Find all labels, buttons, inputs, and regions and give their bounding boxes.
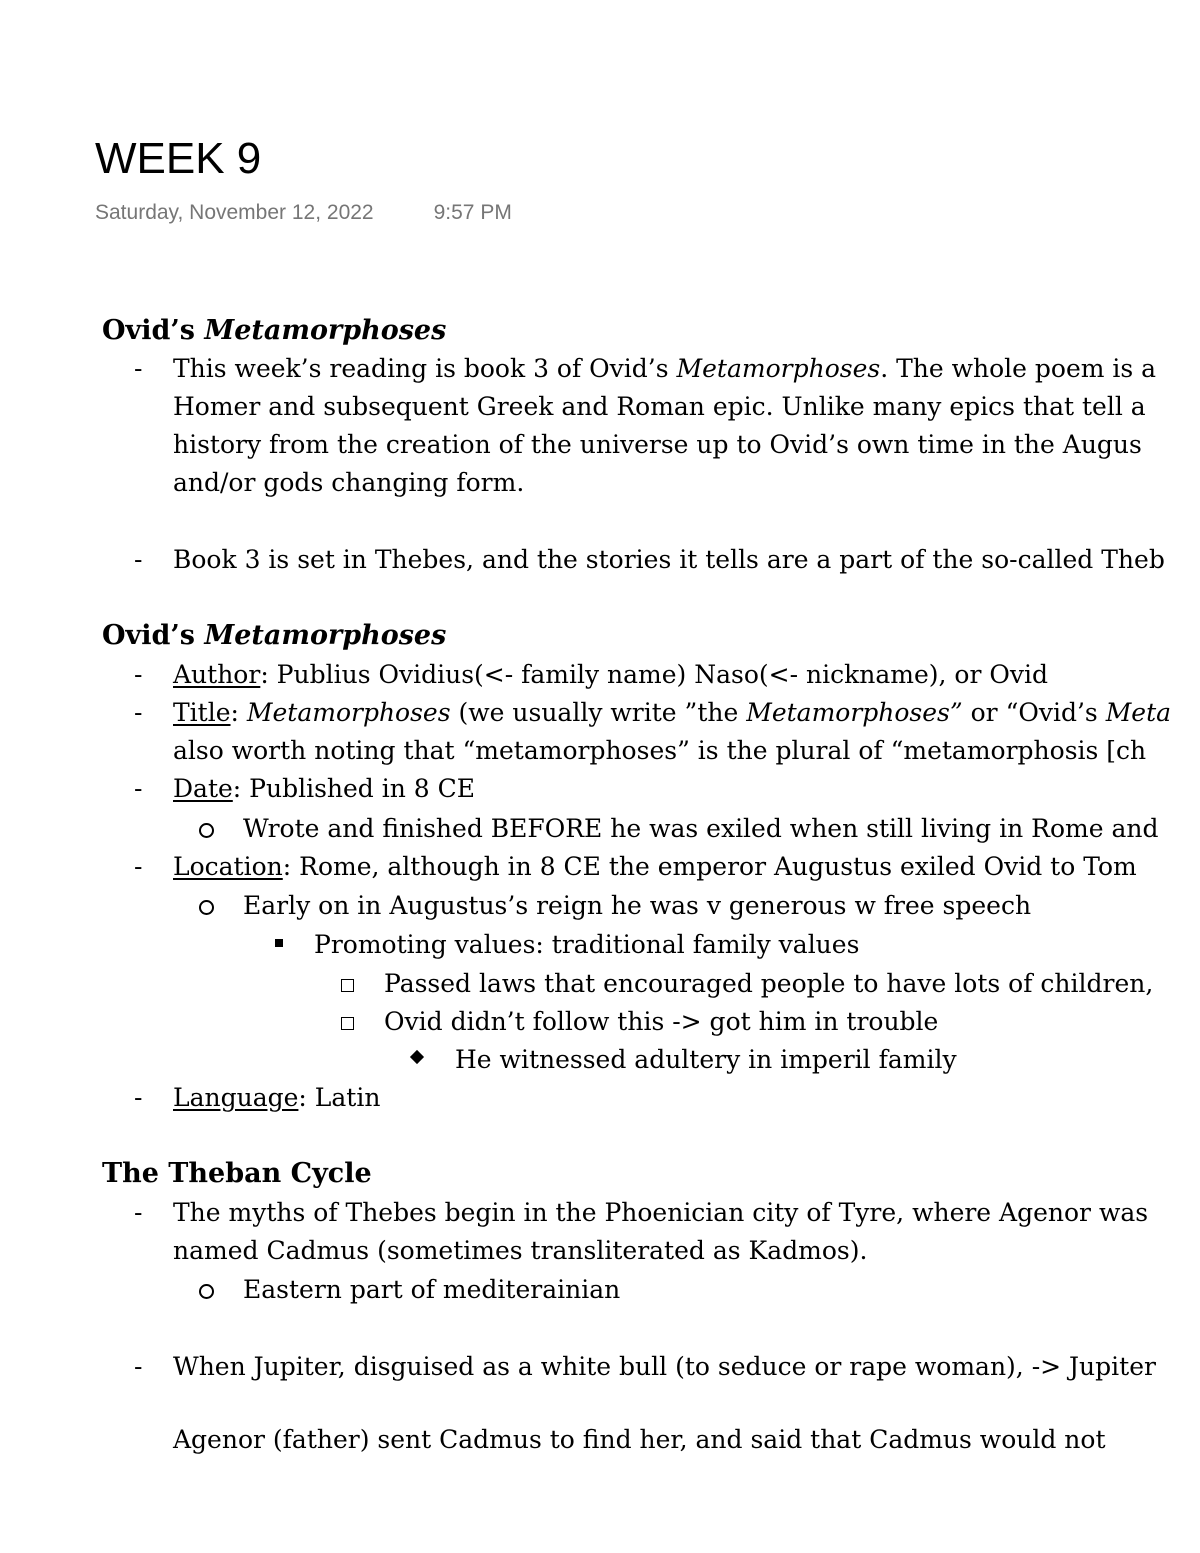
author-line (173, 659, 1048, 691)
dash-bullet: - (134, 1352, 143, 1381)
field-label: Date (173, 774, 233, 803)
diamond-bullet-icon (410, 1050, 424, 1064)
title-line (173, 697, 1171, 729)
field-label: Author (173, 660, 261, 689)
italic-run: Metamorphoses (246, 698, 451, 727)
section-heading-metamorphoses-1 (102, 315, 446, 347)
paragraph-line: also worth noting that “metamorphoses” is the plural of “metamorphosis [ch (173, 736, 1147, 765)
heading-italic-text: Metamorphoses (204, 620, 447, 651)
dash-bullet: - (134, 660, 143, 689)
text-run: . The whole poem is a (880, 354, 1157, 383)
paragraph-line: history from the creation of the universe up to Ovid’s own time in the Augus (173, 430, 1142, 459)
paragraph-line: Homer and subsequent Greek and Roman epic. Unlike many epics that tell a (173, 392, 1146, 421)
open-square-bullet-icon (341, 979, 354, 992)
heading-text: Ovid’s (102, 315, 205, 346)
paragraph-line: The myths of Thebes begin in the Phoenician city of Tyre, where Agenor was (173, 1198, 1149, 1227)
paragraph-line: Book 3 is set in Thebes, and the stories it tells are a part of the so-called Theb (173, 545, 1165, 574)
text-run: : Publius Ovidius(<- family name) Naso(<- nickname), or Ovid (260, 660, 1048, 689)
circle-bullet-icon (199, 1284, 214, 1299)
heading-italic-text: Metamorphoses (204, 315, 447, 346)
dash-bullet: - (134, 545, 143, 574)
paragraph-line: and/or gods changing form. (173, 468, 525, 497)
text-run: or “Ovid’s (962, 698, 1106, 727)
text-run: : Published in 8 CE (232, 774, 476, 803)
field-label: Title (173, 698, 231, 727)
text-run: : (230, 698, 247, 727)
paragraph-line: named Cadmus (sometimes transliterated as Kadmos). (173, 1236, 868, 1265)
paragraph-line: When Jupiter, disguised as a white bull (to seduce or rape woman), -> Jupiter (173, 1352, 1156, 1381)
field-label: Location (173, 852, 283, 881)
date-line (173, 773, 475, 805)
square-bullet-icon (275, 939, 283, 947)
text-run: : Rome, although in 8 CE the emperor Augustus exiled Ovid to Tom (282, 852, 1137, 881)
dash-bullet: - (134, 698, 143, 727)
dash-bullet: - (134, 1198, 143, 1227)
paragraph-line: Promoting values: traditional family values (314, 930, 860, 959)
italic-run: Meta (1105, 698, 1172, 727)
dash-bullet: - (134, 852, 143, 881)
section-heading-theban-cycle: The Theban Cycle (102, 1158, 372, 1189)
dash-bullet: - (134, 774, 143, 803)
circle-bullet-icon (199, 900, 214, 915)
text-run: This week’s reading is book 3 of Ovid’s (173, 354, 677, 383)
location-line (173, 851, 1137, 883)
paragraph-line: He witnessed adultery in imperil family (455, 1045, 957, 1074)
heading-text: Ovid’s (102, 620, 205, 651)
text-run: : Latin (298, 1083, 381, 1112)
paragraph-line: Eastern part of mediterainian (243, 1275, 621, 1304)
paragraph-line: Passed laws that encouraged people to have lots of children, (384, 969, 1154, 998)
circle-bullet-icon (199, 823, 214, 838)
paragraph-line (173, 353, 1156, 385)
open-square-bullet-icon (341, 1017, 354, 1030)
paragraph-line: Early on in Augustus’s reign he was v generous w free speech (243, 891, 1032, 920)
cut-off-paragraph-line: Agenor (father) sent Cadmus to find her, and said that Cadmus would not (173, 1425, 1106, 1454)
section-heading-metamorphoses-2 (102, 620, 446, 652)
dash-bullet: - (134, 354, 143, 383)
field-label: Language (173, 1083, 299, 1112)
paragraph-line: Wrote and finished BEFORE he was exiled when still living in Rome and (243, 814, 1159, 843)
page-date: Saturday, November 12, 2022 (95, 201, 374, 224)
italic-run: Metamorphoses” (746, 698, 963, 727)
paragraph-line: Ovid didn’t follow this -> got him in trouble (384, 1007, 939, 1036)
language-line (173, 1082, 380, 1114)
page-title: WEEK 9 (95, 134, 262, 183)
dash-bullet: - (134, 1083, 143, 1112)
text-run: (we usually write ”the (450, 698, 747, 727)
page-time: 9:57 PM (433, 201, 512, 224)
italic-run: Metamorphoses (676, 354, 881, 383)
